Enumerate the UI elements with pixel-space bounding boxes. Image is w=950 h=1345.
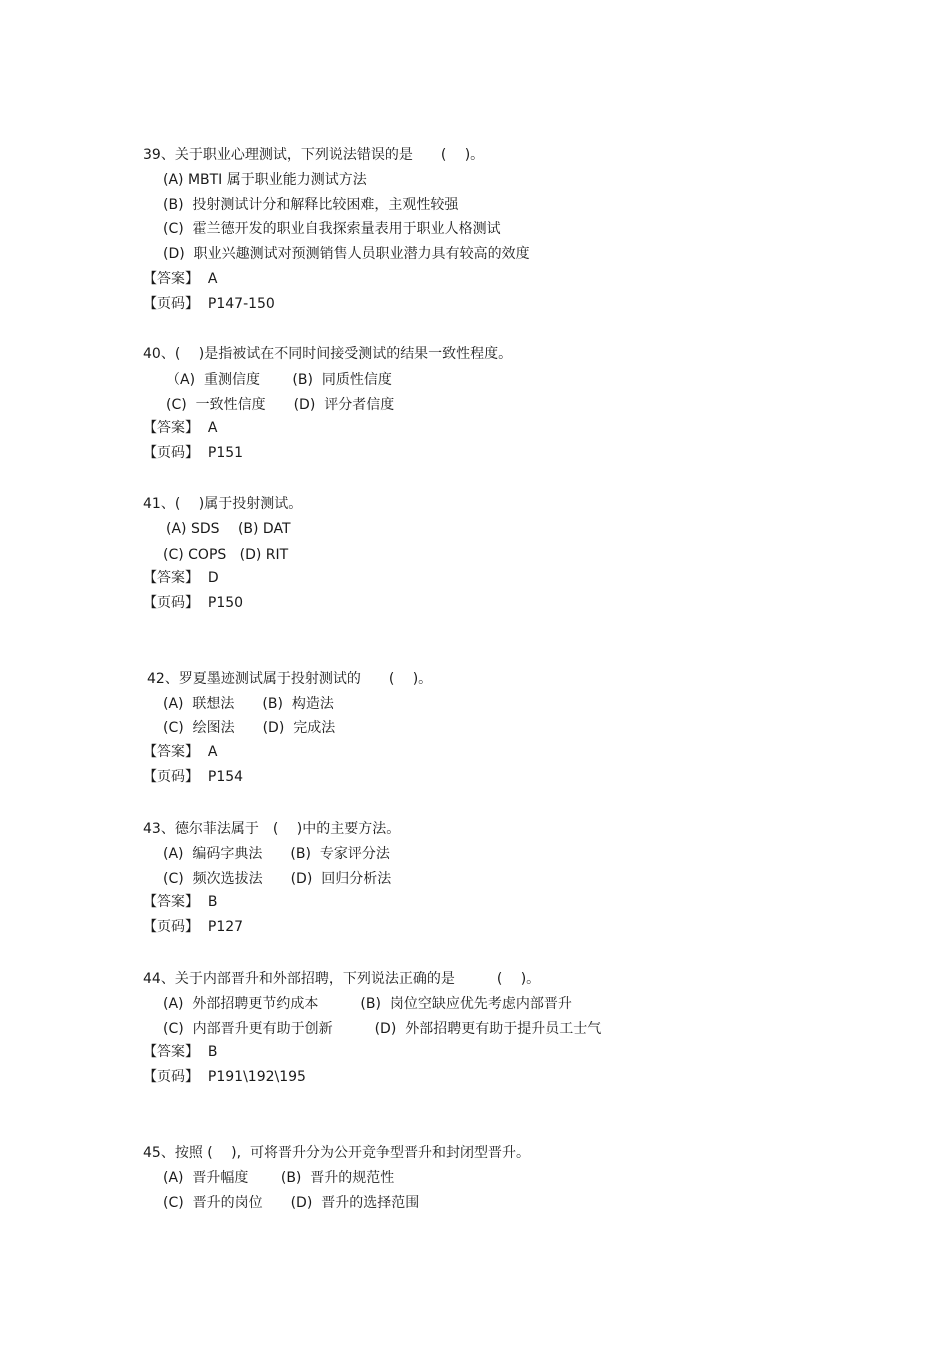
option-row: (A) 外部招聘更节约成本 (B) 岗位空缺应优先考虑内部晋升 <box>163 996 572 1012</box>
page-ref: 【页码】 P150 <box>143 595 244 611</box>
page-ref: 【页码】 P147-150 <box>143 296 275 312</box>
option-row: (A) 联想法 (B) 构造法 <box>163 696 334 712</box>
option-row: (A) 编码字典法 (B) 专家评分法 <box>163 846 390 862</box>
option: (A) MBTI 属于职业能力测试方法 <box>163 172 367 188</box>
page-ref: 【页码】 P151 <box>143 445 244 461</box>
option-row: (C) 频次选拔法 (D) 回归分析法 <box>163 871 392 887</box>
answer: 【答案】 A <box>143 744 218 760</box>
option-row: (A) 晋升幅度 (B) 晋升的规范性 <box>163 1170 395 1186</box>
answer: 【答案】 D <box>143 570 219 586</box>
question-stem: 42、罗夏墨迹测试属于投射测试的 ( )。 <box>147 671 433 687</box>
question-stem: 41、( )属于投射测试。 <box>143 496 303 512</box>
page-ref: 【页码】 P191\192\195 <box>143 1069 306 1085</box>
question-stem: 40、( )是指被试在不同时间接受测试的结果一致性程度。 <box>143 346 513 362</box>
question-stem: 43、德尔菲法属于 ( )中的主要方法。 <box>143 821 401 837</box>
answer: 【答案】 A <box>143 420 218 436</box>
question-stem: 39、关于职业心理测试，下列说法错误的是 ( )。 <box>143 147 485 163</box>
option: (C) 霍兰德开发的职业自我探索量表用于职业人格测试 <box>163 221 501 237</box>
option: (D) 职业兴趣测试对预测销售人员职业潜力具有较高的效度 <box>163 246 530 262</box>
answer: 【答案】 B <box>143 1044 218 1060</box>
answer: 【答案】 B <box>143 894 218 910</box>
option-row: (C) COPS (D) RIT <box>163 547 289 563</box>
question-stem: 44、关于内部晋升和外部招聘，下列说法正确的是 ( )。 <box>143 971 541 987</box>
answer: 【答案】 A <box>143 271 218 287</box>
option-row: (C) 一致性信度 (D) 评分者信度 <box>166 397 395 413</box>
option-row: (A) SDS (B) DAT <box>166 521 291 537</box>
option-row: （A) 重测信度 (B) 同质性信度 <box>166 372 392 388</box>
page-ref: 【页码】 P127 <box>143 919 244 935</box>
question-stem: 45、按照 ( ), 可将晋升分为公开竞争型晋升和封闭型晋升。 <box>143 1145 530 1161</box>
option-row: (C) 晋升的岗位 (D) 晋升的选择范围 <box>163 1195 420 1211</box>
option-row: (C) 绘图法 (D) 完成法 <box>163 720 336 736</box>
option-row: (C) 内部晋升更有助于创新 (D) 外部招聘更有助于提升员工士气 <box>163 1021 602 1037</box>
page-ref: 【页码】 P154 <box>143 769 244 785</box>
option: (B) 投射测试计分和解释比较困难，主观性较强 <box>163 197 459 213</box>
